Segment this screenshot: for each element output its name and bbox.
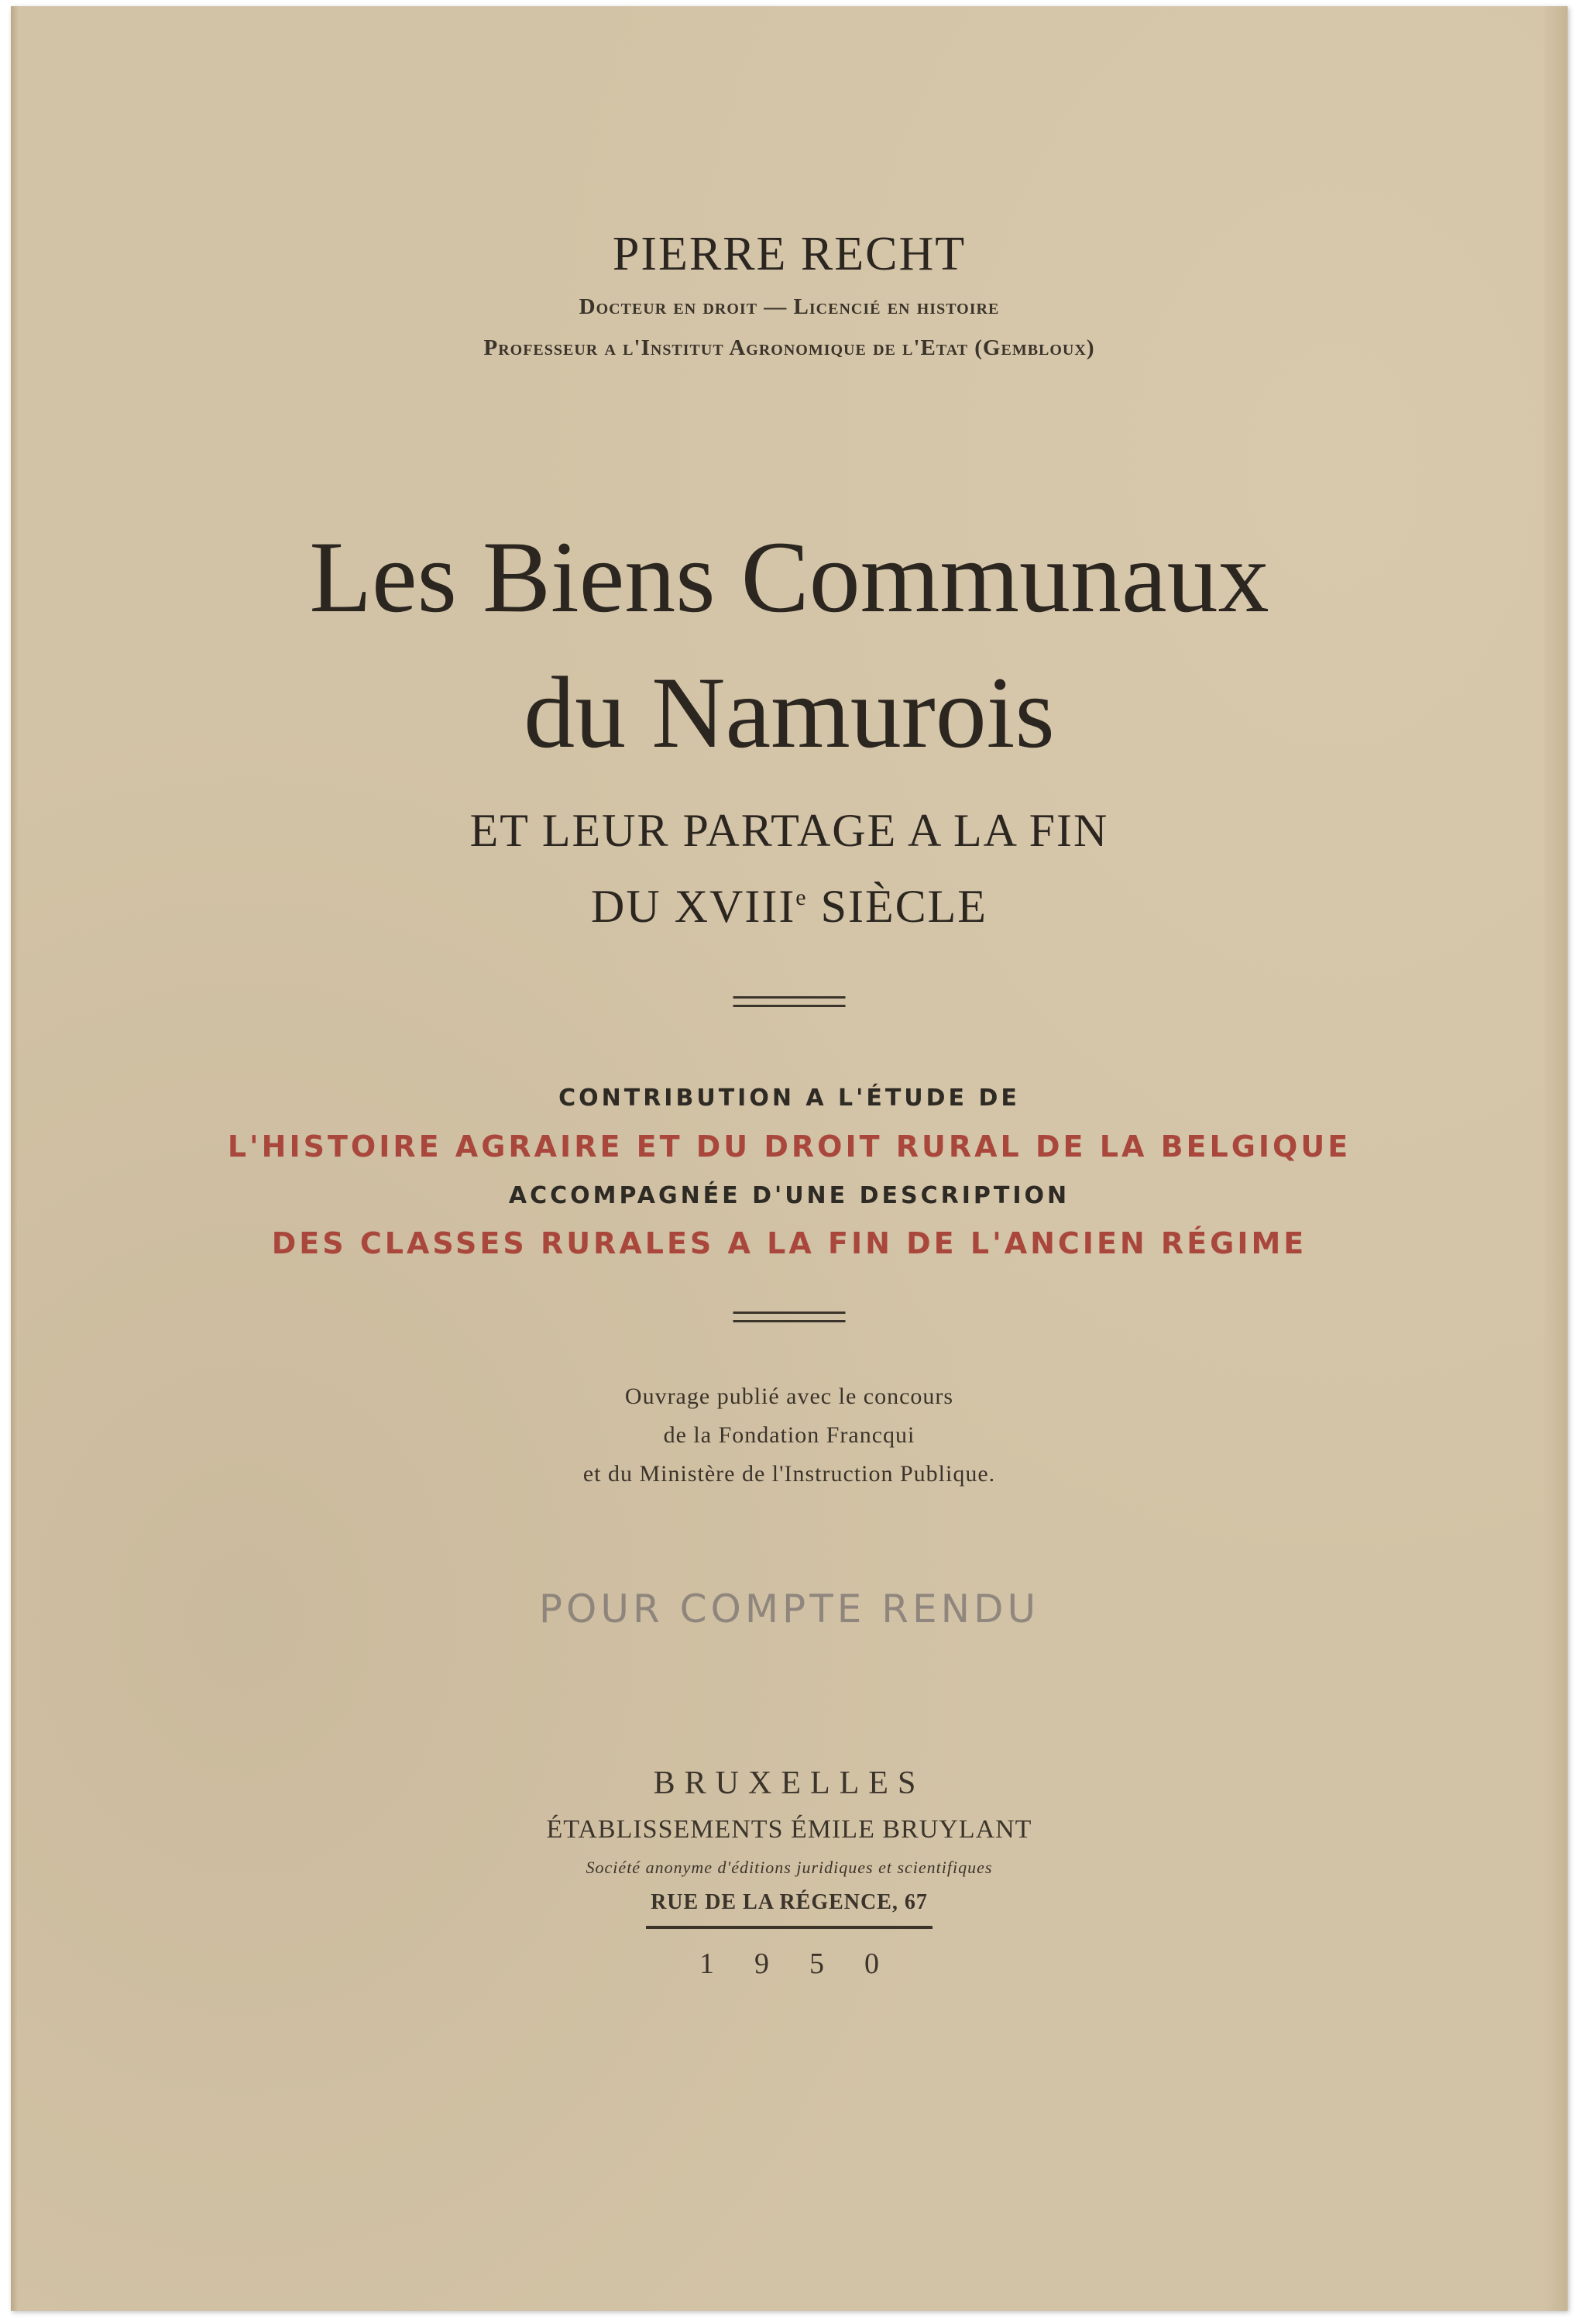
author-credentials-line1: Docteur en droit — Licencié en histoire (579, 294, 1000, 319)
imprint-street: RUE DE LA RÉGENCE, 67 (651, 1890, 928, 1914)
review-stamp: POUR COMPTE RENDU (538, 1587, 1040, 1631)
publication-note-line1: Ouvrage publié avec le concours (624, 1384, 954, 1409)
subtitle-siecle: SIÈCLE (807, 881, 988, 932)
subtitle-superscript: e (795, 885, 808, 910)
publication-note-line2: de la Fondation Francqui (663, 1422, 915, 1448)
author-name: PIERRE RECHT (612, 228, 967, 280)
subtitle-line1: ET LEUR PARTAGE A LA FIN (469, 805, 1109, 856)
double-rule-divider-2 (733, 1312, 846, 1322)
imprint-rule (646, 1926, 933, 1929)
imprint-city: BRUXELLES (653, 1765, 926, 1801)
book-cover (11, 6, 1568, 2311)
publication-note-line3: et du Ministère de l'Instruction Publique. (582, 1461, 996, 1487)
imprint-year: 1950 (699, 1948, 919, 1980)
author-credentials-line2: Professeur a l'Institut Agronomique de l'Etat (Gembloux) (483, 335, 1095, 360)
book-title-line1: Les Biens Communaux (309, 520, 1269, 634)
imprint-society: Société anonyme d'éditions juridiques et scientifiques (586, 1858, 993, 1877)
double-rule-divider (733, 996, 846, 1007)
contribution-line1: CONTRIBUTION A L'ÉTUDE DE (558, 1085, 1020, 1112)
contribution-line2: L'HISTOIRE AGRAIRE ET DU DROIT RURAL DE LA BELGIQUE (227, 1129, 1352, 1164)
contribution-line4: DES CLASSES RURALES A LA FIN DE L'ANCIEN RÉGIME (271, 1226, 1307, 1260)
book-title-line2: du Namurois (524, 655, 1055, 769)
subtitle-line2 (11, 880, 1568, 933)
subtitle-century: DU XVIII (591, 881, 796, 932)
imprint-publisher: ÉTABLISSEMENTS ÉMILE BRUYLANT (546, 1815, 1032, 1844)
contribution-line3: ACCOMPAGNÉE D'UNE DESCRIPTION (508, 1182, 1070, 1209)
